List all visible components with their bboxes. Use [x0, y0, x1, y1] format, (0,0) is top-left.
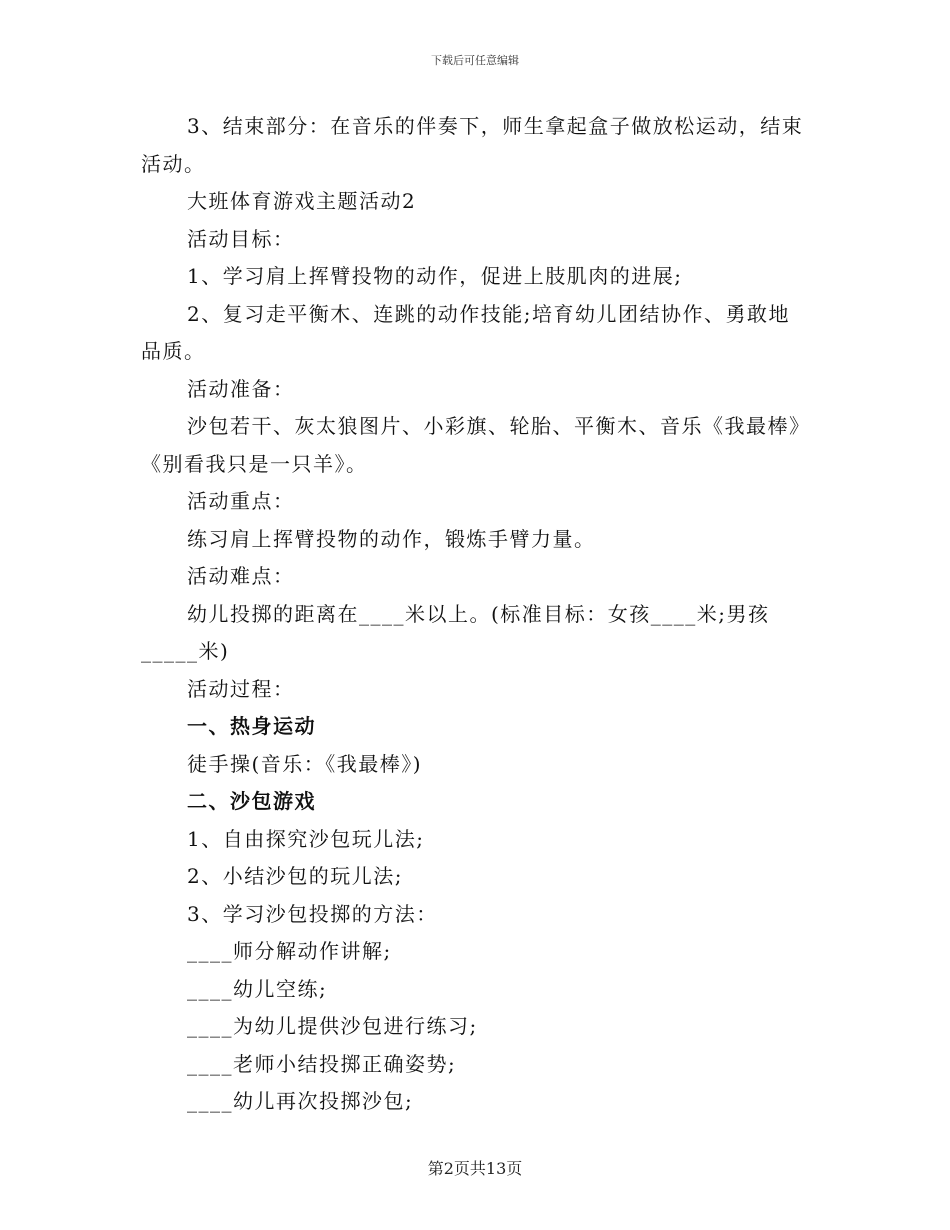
- difficulty-text: 幼儿投掷的距离在____米以上。(标准目标：女孩____米;男孩_____米): [141, 601, 770, 663]
- focus-text: 练习肩上挥臂投物的动作，锻炼手臂力量。: [187, 526, 596, 551]
- heading-activity-preparation: 活动准备：: [187, 376, 295, 401]
- method-step-5: ____幼儿再次投掷沙包;: [187, 1089, 414, 1113]
- heading-activity-focus: 活动重点：: [187, 489, 295, 513]
- goal-item-1: 1、学习肩上挥臂投物的动作，促进上肢肌肉的进展;: [187, 264, 683, 288]
- game-item-2: 2、小结沙包的玩儿法;: [187, 864, 403, 888]
- method-step-3: ____为幼儿提供沙包进行练习;: [187, 1014, 478, 1038]
- document-body: [141, 108, 811, 1121]
- method-step-4: ____老师小结投掷正确姿势;: [187, 1051, 457, 1076]
- goal-item-2: 2、复习走平衡木、连跳的动作技能;培育幼儿团结协作、勇敢地品质。: [141, 301, 790, 363]
- heading-activity-process: 活动过程：: [187, 676, 295, 701]
- method-step-1: ____师分解动作讲解;: [187, 939, 392, 963]
- preparation-materials: 沙包若干、灰太狼图片、小彩旗、轮胎、平衡木、音乐《我最棒》《别看我只是一只羊》。: [141, 414, 811, 476]
- page-header: 下载后可任意编辑: [431, 54, 519, 67]
- page-number: 第2页共13页: [427, 1159, 523, 1178]
- game-item-1: 1、自由探究沙包玩儿法;: [187, 826, 425, 851]
- method-step-2: ____幼儿空练;: [187, 976, 328, 1001]
- heading-activity-difficulty: 活动难点：: [187, 564, 295, 588]
- paragraph-ending-part: 3、结束部分：在音乐的伴奏下，师生拿起盒子做放松运动，结束活动。: [141, 114, 804, 176]
- game-item-3: 3、学习沙包投掷的方法：: [187, 901, 438, 926]
- step-heading-sandbag-game: 二、沙包游戏: [187, 789, 316, 813]
- step-heading-warmup: 一、热身运动: [187, 714, 316, 738]
- warmup-text: 徒手操(音乐：《我最棒》): [187, 751, 423, 776]
- section-title: 大班体育游戏主题活动2: [187, 189, 417, 213]
- heading-activity-goals: 活动目标：: [187, 226, 295, 251]
